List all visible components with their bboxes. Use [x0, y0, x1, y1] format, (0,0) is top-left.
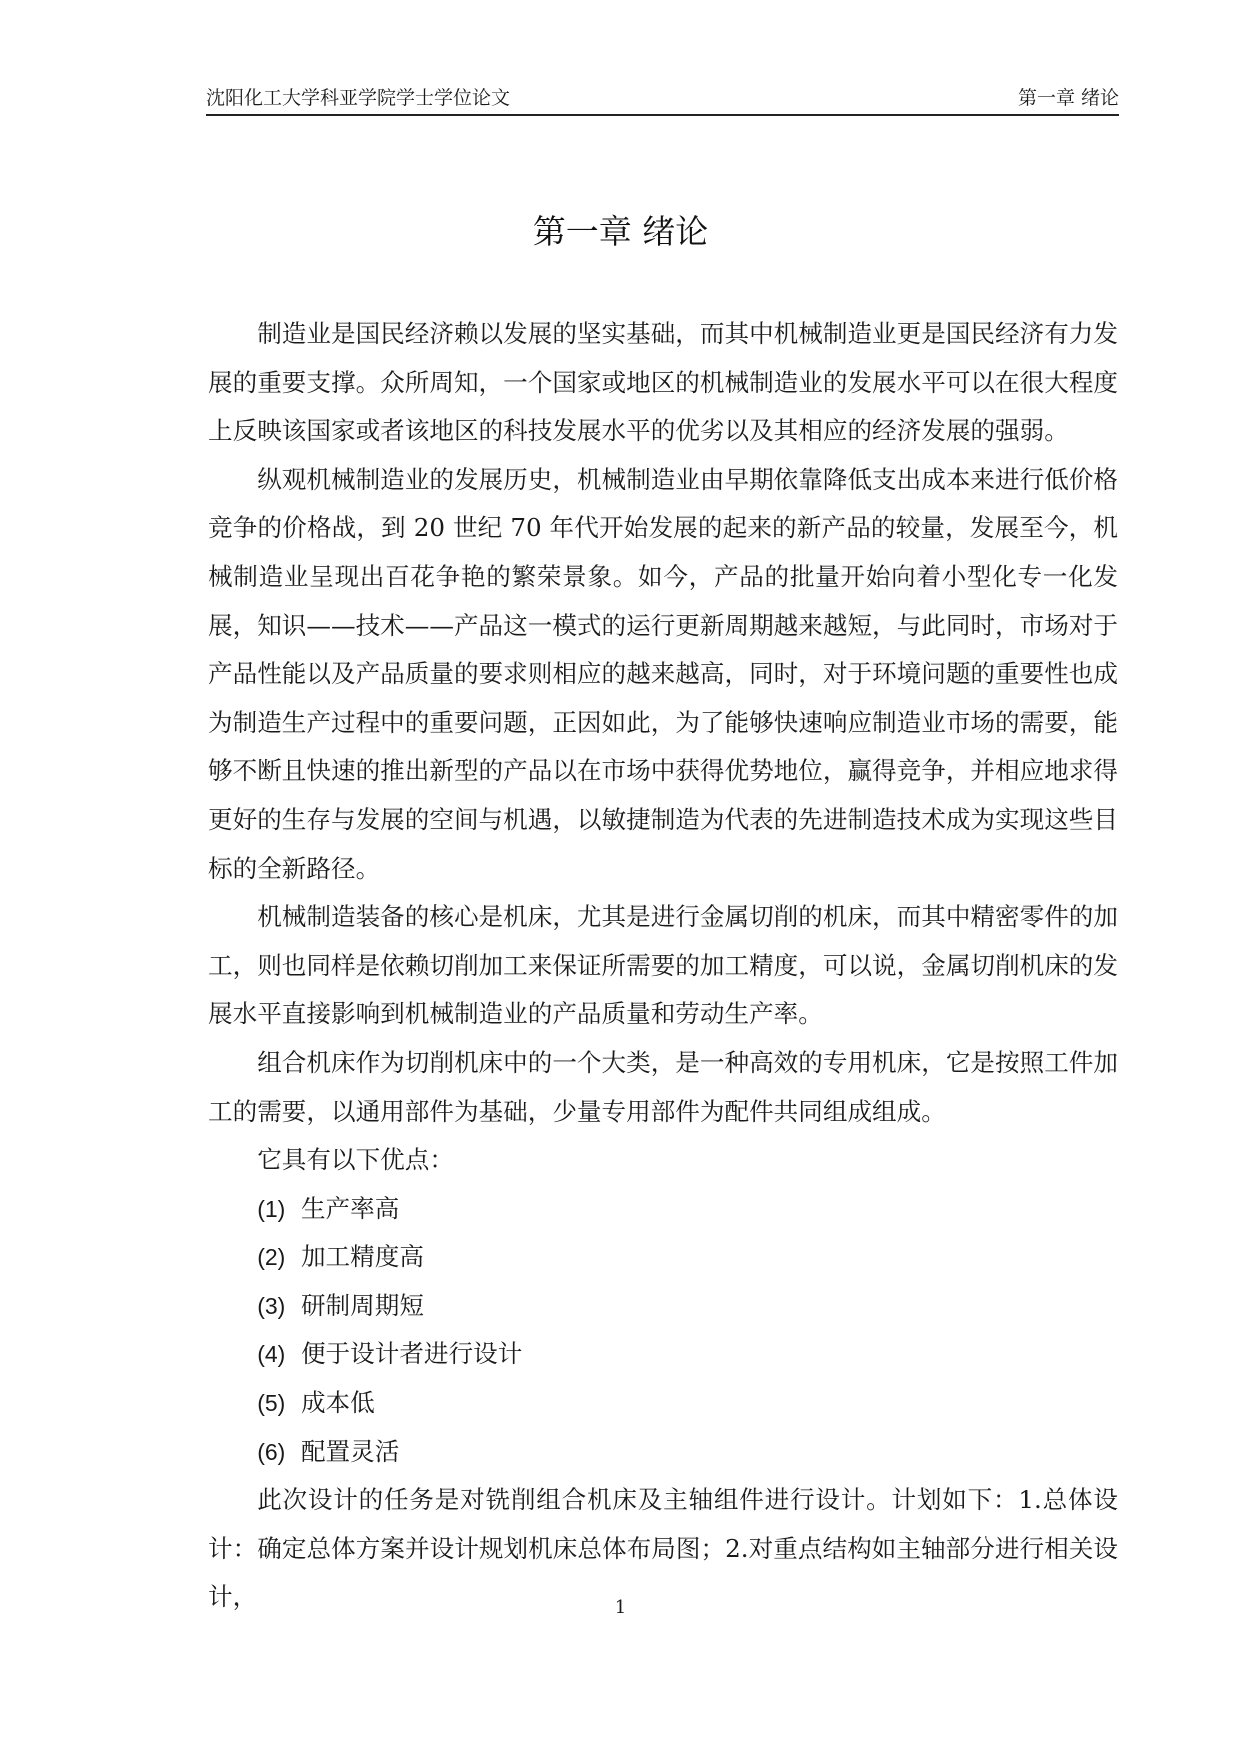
- advantage-text: 研制周期短: [300, 1290, 424, 1320]
- advantage-item: [208, 1233, 1118, 1282]
- advantage-item: [208, 1379, 1118, 1428]
- header-thesis-title: 沈阳化工大学科亚学院学士学位论文: [206, 87, 511, 109]
- advantage-item: [208, 1282, 1118, 1331]
- advantage-item: [208, 1185, 1118, 1234]
- advantage-number: (6): [257, 1438, 286, 1465]
- advantage-item: [208, 1330, 1118, 1379]
- advantage-item: [208, 1428, 1118, 1477]
- advantage-number: (1): [257, 1195, 286, 1222]
- paragraph-3: 机械制造装备的核心是机床，尤其是进行金属切削的机床，而其中精密零件的加工，则也同样是依赖切削加工来保证所需要的加工精度，可以说，金属切削机床的发展水平直接影响到机械制造业的产品质量和劳动生产率。: [208, 902, 1118, 1029]
- advantage-number: (2): [257, 1244, 286, 1271]
- paragraph-1: 制造业是国民经济赖以发展的坚实基础，而其中机械制造业更是国民经济有力发展的重要支撑。众所周知，一个国家或地区的机械制造业的发展水平可以在很大程度上反映该国家或者该地区的科技发展水平的优劣以及其相应的经济发展的强弱。: [208, 319, 1118, 446]
- paragraph-2: 纵观机械制造业的发展历史，机械制造业由早期依靠降低支出成本来进行低价格竞争的价格战，到 20 世纪 70 年代开始发展的起来的新产品的较量，发展至今，机械制造业呈现出百花争艳的繁荣景象。如今，产品的批量开始向着小型化专一化发展，知识——技术——产品这一模式的运行更新周期越来越短，与此同时，市场对于产品性能以及产品质量的要求则相应的越来越高，同时，对于环境问题的重要性也成为制造生产过程中的重要问题，正因如此，为了能够快速响应制造业市场的需要，能够不断且快速的推出新型的产品以在市场中获得优势地位，赢得竞争，并相应地求得更好的生存与发展的空间与机遇，以敏捷制造为代表的先进制造技术成为实现这些目标的全新路径。: [208, 464, 1118, 883]
- paragraph-final: 此次设计的任务是对铣削组合机床及主轴组件进行设计。计划如下：1.总体设计：确定总体方案并设计规划机床总体布局图；2.对重点结构如主轴部分进行相关设计，: [208, 1485, 1118, 1612]
- advantage-number: (4): [257, 1341, 286, 1368]
- chapter-title: 第一章 绪论: [532, 212, 709, 251]
- page-number: 1: [614, 1597, 627, 1618]
- advantage-text: 便于设计者进行设计: [300, 1339, 523, 1369]
- advantage-number: (3): [257, 1292, 286, 1319]
- advantages-intro: 它具有以下优点：: [257, 1145, 454, 1175]
- advantage-text: 配置灵活: [300, 1436, 400, 1466]
- paragraph-4: 组合机床作为切削机床中的一个大类，是一种高效的专用机床，它是按照工件加工的需要，以通用部件为基础，少量专用部件为配件共同组成组成。: [208, 1047, 1118, 1126]
- advantage-text: 生产率高: [300, 1193, 400, 1223]
- chapter-body: [208, 310, 1118, 1622]
- advantage-text: 成本低: [300, 1388, 375, 1418]
- page-header: [206, 86, 1119, 116]
- header-chapter-name: 第一章 绪论: [1017, 87, 1119, 109]
- advantage-number: (5): [257, 1390, 286, 1417]
- advantage-text: 加工精度高: [300, 1242, 424, 1272]
